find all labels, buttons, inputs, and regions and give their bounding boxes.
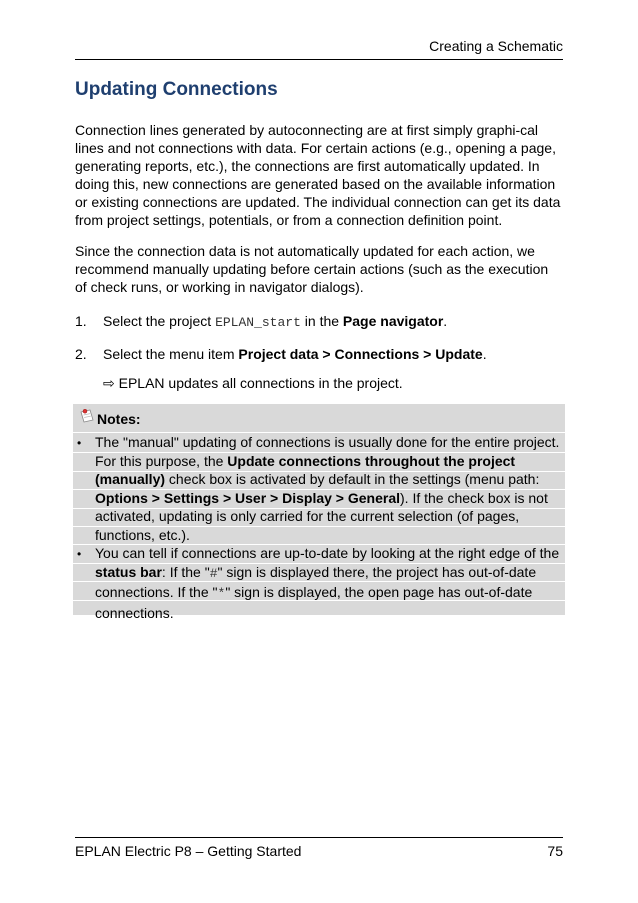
step-text bbox=[103, 312, 563, 332]
notes-title: Notes: bbox=[97, 411, 141, 427]
step-number: 1. bbox=[75, 313, 87, 329]
bullet-glyph: • bbox=[77, 436, 82, 450]
note-text-part: check box is activated by default in the settings (menu path: bbox=[165, 471, 540, 487]
note-text-part: " sign is displayed there, the project has out-of-date connections. If the " bbox=[95, 563, 537, 600]
notepad-pin-icon bbox=[78, 407, 96, 425]
notes-box bbox=[73, 404, 565, 621]
note-text-part: " sign is displayed, the open page has out-of-date connections. bbox=[95, 584, 533, 621]
step-text-part: Select the menu item bbox=[103, 346, 239, 362]
hash-sign-code: # bbox=[209, 565, 218, 581]
running-header: Creating a Schematic bbox=[429, 38, 563, 54]
note-text-part: ). If the check box is not activated, updating is only carried for the current selection (of pages, functions, etc.). bbox=[95, 489, 548, 543]
note-item-1 bbox=[95, 433, 561, 544]
step-text-part: . bbox=[443, 313, 448, 329]
checkbox-name-term: Update connections throughout the project (manually) bbox=[95, 452, 516, 487]
note-text-part: You can tell if connections are up-to-date by looking at the right edge of the bbox=[95, 545, 560, 561]
note-text-part: The "manual" updating of connections is usually done for the entire project. For this purpose, the bbox=[95, 434, 560, 469]
footer-title: EPLAN Electric P8 – Getting Started bbox=[75, 843, 302, 859]
project-name-code: EPLAN_start bbox=[215, 315, 301, 330]
paragraph-1: Connection lines generated by autoconnecting are at first simply graphi-cal lines and not connections with data. For certain actions (e.g., opening a page, generating reports, etc.), the connections are first automatically updated. In doing this, new connections are generated based on the available information or existing connections are updated. The individual connection can get its data from project settings, potentials, or from a connection definition point. bbox=[75, 122, 561, 228]
page-number: 75 bbox=[547, 843, 563, 859]
asterisk-sign-code: * bbox=[217, 586, 226, 601]
page-title: Updating Connections bbox=[75, 79, 278, 100]
page-navigator-term: Page navigator bbox=[342, 313, 444, 329]
step-text-part: in the bbox=[300, 313, 343, 329]
result-arrow-icon: ⇨ bbox=[103, 375, 115, 391]
status-bar-term: status bar bbox=[95, 563, 162, 580]
notes-header bbox=[73, 404, 565, 432]
header-rule bbox=[75, 59, 563, 60]
step-result bbox=[103, 374, 403, 392]
result-text: EPLAN updates all connections in the project. bbox=[118, 375, 403, 391]
step-number: 2. bbox=[75, 346, 87, 362]
settings-path-term: Options > Settings > User > Display > General bbox=[95, 489, 400, 506]
step-text-part: Select the project bbox=[103, 313, 216, 329]
note-item-2 bbox=[95, 544, 561, 622]
note-text-part: : If the " bbox=[161, 563, 210, 580]
footer-rule bbox=[75, 837, 563, 838]
step-text-part: . bbox=[482, 346, 487, 362]
bullet-glyph: • bbox=[77, 547, 82, 561]
paragraph-2: Since the connection data is not automatically updated for each action, we recommend manually updating before certain actions (such as the execution of check runs, or working in navigator dialogs). bbox=[75, 243, 549, 295]
menu-path-term: Project data > Connections > Update bbox=[238, 346, 483, 362]
step-text bbox=[103, 345, 563, 363]
